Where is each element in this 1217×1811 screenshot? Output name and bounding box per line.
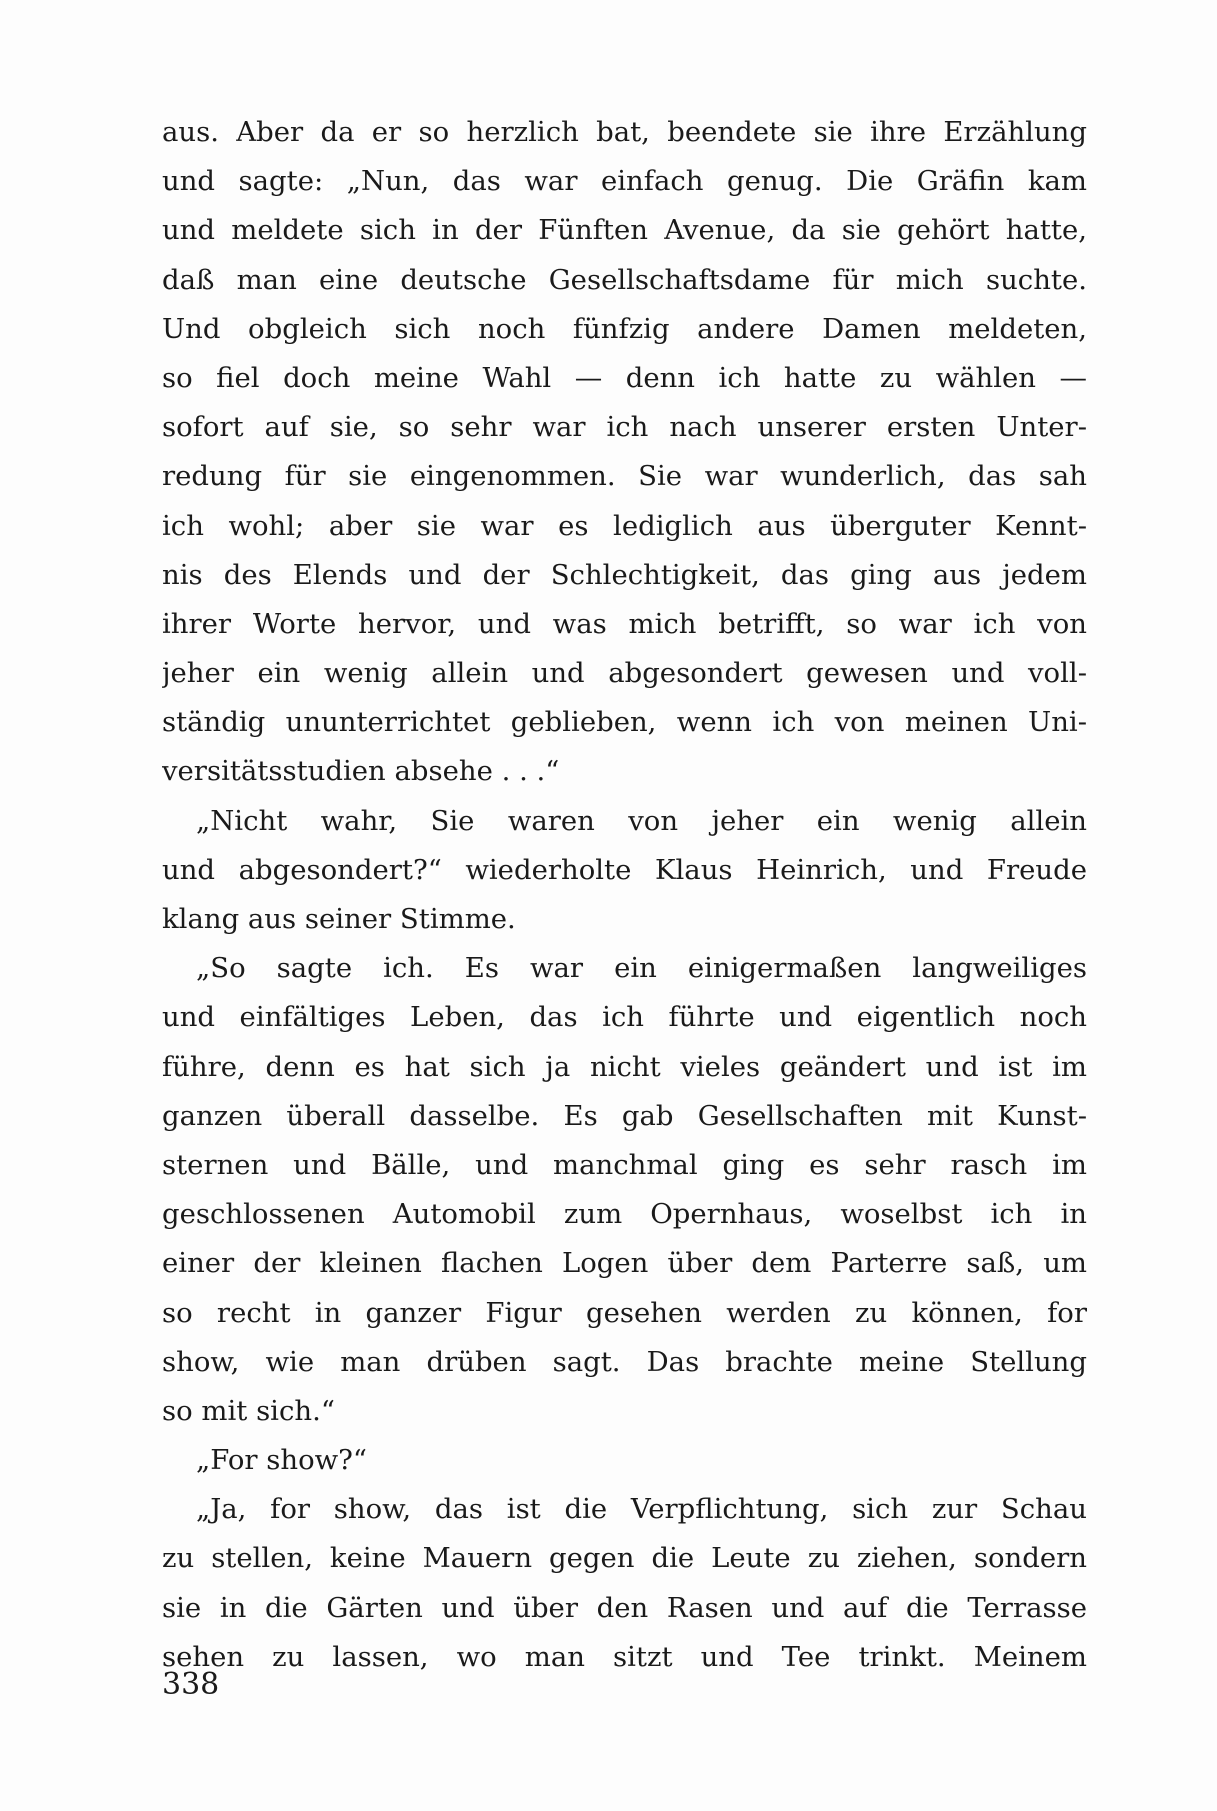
text-line: versitätsstudien absehe . . .“ [162,755,560,788]
text-line: und meldete sich in der Fünften Avenue, da sie gehört hatte, [162,214,1087,247]
text-line: Und obgleich sich noch fünfzig andere Damen meldeten, [162,312,1087,345]
text-line: „For show?“ [196,1444,367,1477]
text-line: aus. Aber da er so herzlich bat, beendete sie ihre Erzählung [162,116,1087,148]
text-line: ganzen überall dasselbe. Es gab Gesellschaften mit Kunst- [162,1099,1087,1132]
text-line: und einfältiges Leben, das ich führte und eigentlich noch [162,1001,1087,1034]
text-line: klang aus seiner Stimme. [162,903,516,935]
text-line: redung für sie eingenommen. Sie war wunderlich, das sah [162,460,1087,493]
text-line: „Nicht wahr, Sie waren von jeher ein wenig allein [196,804,1087,837]
text-line: nis des Elends und der Schlechtigkeit, das ging aus jedem [162,558,1087,591]
text-line: einer der kleinen flachen Logen über dem Parterre saß, um [162,1247,1087,1280]
text-line: ständig ununterrichtet geblieben, wenn ich von meinen Uni- [162,706,1087,739]
text-line: ich wohl; aber sie war es lediglich aus überguter Kennt- [162,509,1087,542]
text-line: sofort auf sie, so sehr war ich nach unserer ersten Unter- [162,411,1087,444]
text-line: „Ja, for show, das ist die Verpflichtung, sich zur Schau [196,1493,1087,1526]
text-line: so mit sich.“ [162,1394,335,1427]
body-text [162,108,1087,1682]
page-number: 338 [162,1667,220,1702]
text-line: sternen und Bälle, und manchmal ging es sehr rasch im [162,1148,1087,1181]
text-line: sie in die Gärten und über den Rasen und auf die Terrasse [162,1591,1087,1624]
text-line: sehen zu lassen, wo man sitzt und Tee trinkt. Meinem [162,1640,1087,1673]
text-line: und sagte: „Nun, das war einfach genug. Die Gräfin kam [162,165,1087,198]
text-line: zu stellen, keine Mauern gegen die Leute zu ziehen, sondern [162,1542,1087,1575]
text-line: „So sagte ich. Es war ein einigermaßen langweiliges [196,952,1087,985]
text-line: daß man eine deutsche Gesellschaftsdame für mich suchte. [162,263,1087,296]
text-line: show, wie man drüben sagt. Das brachte meine Stellung [162,1345,1087,1378]
text-line: führe, denn es hat sich ja nicht vieles geändert und ist im [162,1050,1087,1083]
text-line: ihrer Worte hervor, und was mich betrifft, so war ich von [162,607,1087,640]
text-line: geschlossenen Automobil zum Opernhaus, woselbst ich in [162,1198,1087,1231]
text-line: jeher ein wenig allein und abgesondert gewesen und voll- [162,657,1087,690]
text-line: und abgesondert?“ wiederholte Klaus Heinrich, und Freude [162,853,1087,886]
text-line: so recht in ganzer Figur gesehen werden zu können, for [162,1296,1087,1329]
text-line: so fiel doch meine Wahl — denn ich hatte zu wählen — [162,361,1087,394]
